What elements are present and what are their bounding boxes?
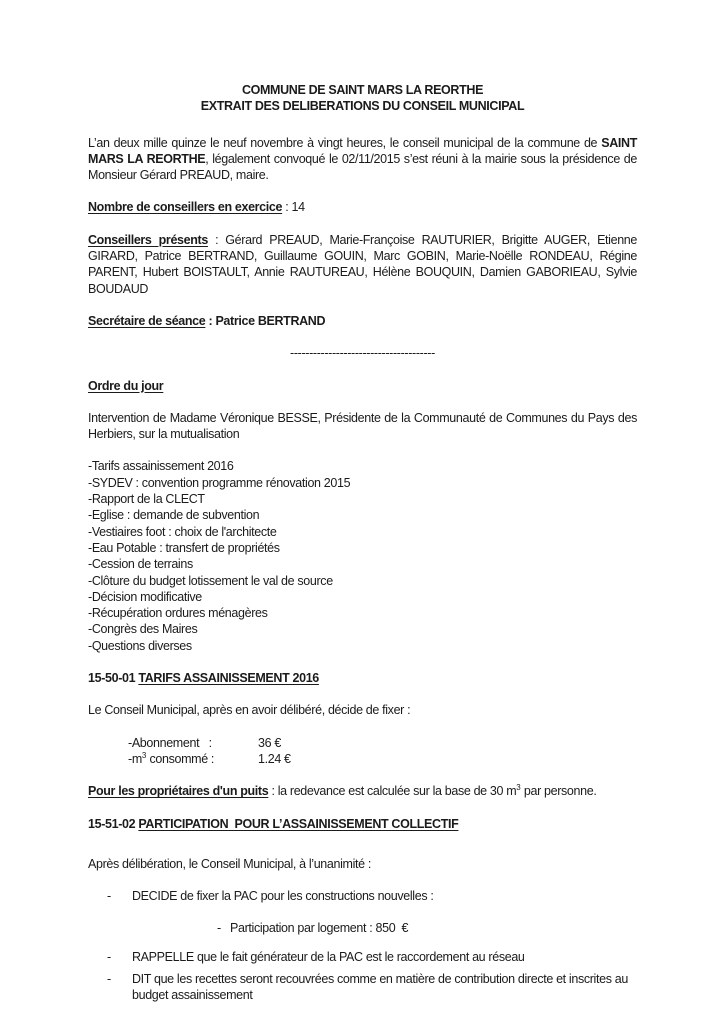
councillors-count-value: : 14 (282, 200, 305, 215)
secretary-line (88, 313, 637, 329)
wells-run1: : la redevance est calculée sur la base de 30 m (268, 784, 517, 799)
agenda-item: -Clôture du budget lotissement le val de source (88, 573, 333, 588)
agenda-item: -Cession de terrains (88, 557, 193, 572)
agenda-heading: Ordre du jour (88, 378, 164, 393)
section2-title: PARTICIPATION POUR L’ASSAINISSEMENT COLLECTIF (138, 816, 459, 831)
tariff-row-m3 (88, 751, 637, 767)
secretary-value: : Patrice BERTRAND (205, 313, 326, 328)
section2-intro: Après délibération, le Conseil Municipal, à l’unanimité : (88, 856, 371, 871)
agenda-list (88, 458, 637, 654)
tariff-m3-label-pre: -m (128, 751, 142, 766)
councillors-present-label: Conseillers présents (88, 232, 208, 247)
agenda-item: -Questions diverses (88, 638, 192, 653)
bullet-decide-text: DECIDE de fixer la PAC pour les constructions nouvelles : (132, 889, 434, 904)
tariff-row-abonnement (88, 735, 637, 751)
agenda-item: -Décision modificative (88, 589, 202, 604)
intro-commune-name: SAINT MARS LA REORTHE (88, 135, 637, 166)
document-content (88, 82, 637, 1004)
intervention-paragraph: Intervention de Madame Véronique BESSE, Présidente de la Communauté de Communes du Pays des Herbiers, sur la mutualisation (88, 410, 637, 442)
agenda-item: -Récupération ordures ménagères (88, 606, 268, 621)
doc-title-line2: EXTRAIT DES DELIBERATIONS DU CONSEIL MUNICIPAL (200, 99, 525, 114)
intro-paragraph (88, 135, 637, 184)
bullet-decide (88, 888, 637, 904)
bullet-rappelle-text: RAPPELLE que le fait générateur de la PAC est le raccordement au réseau (132, 949, 525, 964)
councillors-present-paragraph (88, 232, 637, 297)
tariff-m3-value: 1.24 € (258, 751, 291, 766)
section2-heading (88, 816, 637, 832)
wells-paragraph (88, 783, 637, 799)
councillors-present-names: : Gérard PREAUD, Marie-Françoise RAUTURIER, Brigitte AUGER, Etienne GIRARD, Patrice BERTRAND, Guillaume GOUIN, Marc GOBIN, Marie-Noëlle RONDEAU, Régine PARENT, Hubert BOISTAULT, Annie RAUTUREAU, Hélène BOUQUIN, Damien GABORIEAU, Sylvie BOUDAUD (88, 232, 638, 296)
agenda-item: -Rapport de la CLECT (88, 492, 205, 507)
bullet-dash: - (217, 921, 221, 936)
agenda-item: -Congrès des Maires (88, 622, 198, 637)
agenda-item: -Eglise : demande de subvention (88, 508, 260, 523)
bullet-rappelle (88, 949, 637, 965)
section1-number: 15-50-01 (88, 671, 139, 686)
tariff-m3-label (128, 751, 258, 767)
bullet-dash: - (107, 889, 111, 904)
tariff-abonnement-label: -Abonnement : (128, 735, 212, 750)
secretary-label: Secrétaire de séance (88, 313, 206, 328)
agenda-heading-line (88, 378, 637, 394)
intro-run1: L’an deux mille quinze le neuf novembre à vingt heures, le conseil municipal de la commune de (88, 135, 602, 150)
agenda-item: -Vestiaires foot : choix de l'architecte (88, 524, 277, 539)
tariff-m3-label-post: consommé : (146, 751, 215, 766)
doc-title-line1: COMMUNE DE SAINT MARS LA REORTHE (241, 83, 484, 97)
agenda-item: -SYDEV : convention programme rénovation 2015 (88, 475, 351, 490)
tariff-abonnement-value: 36 € (258, 735, 281, 750)
sub-bullet-participation (88, 920, 637, 936)
tariff-m3-superscript: 3 (141, 750, 147, 760)
wells-label: Pour les propriétaires d'un puits (88, 784, 269, 799)
agenda-item: -Eau Potable : transfert de propriétés (88, 540, 280, 555)
section1-heading (88, 670, 637, 686)
intro-run3: , légalement convoqué le 02/11/2015 s’est réuni à la mairie sous la présidence de Monsieur Gérard PREAUD, maire. (88, 151, 637, 183)
section1-title: TARIFS ASSAINISSEMENT 2016 (138, 671, 319, 686)
wells-run2: par personne. (520, 784, 597, 799)
separator-dashes: -------------------------------------- (290, 346, 435, 361)
councillors-count-label: Nombre de conseillers en exercice (88, 200, 283, 215)
bullet-dash: - (107, 949, 111, 964)
section1-intro: Le Conseil Municipal, après en avoir délibéré, décide de fixer : (88, 703, 411, 718)
section2-number: 15-51-02 (88, 816, 139, 831)
bullet-dit (88, 971, 637, 1004)
agenda-item: -Tarifs assainissement 2016 (88, 459, 234, 474)
bullet-dit-text: DIT que les recettes seront recouvrées comme en matière de contribution directe et inscrites au budget assainissement (132, 971, 628, 1003)
wells-superscript: 3 (516, 783, 521, 793)
sub-bullet-participation-text: Participation par logement : 850 € (230, 921, 409, 936)
councillors-count-line (88, 199, 637, 215)
bullet-dash: - (107, 971, 111, 986)
